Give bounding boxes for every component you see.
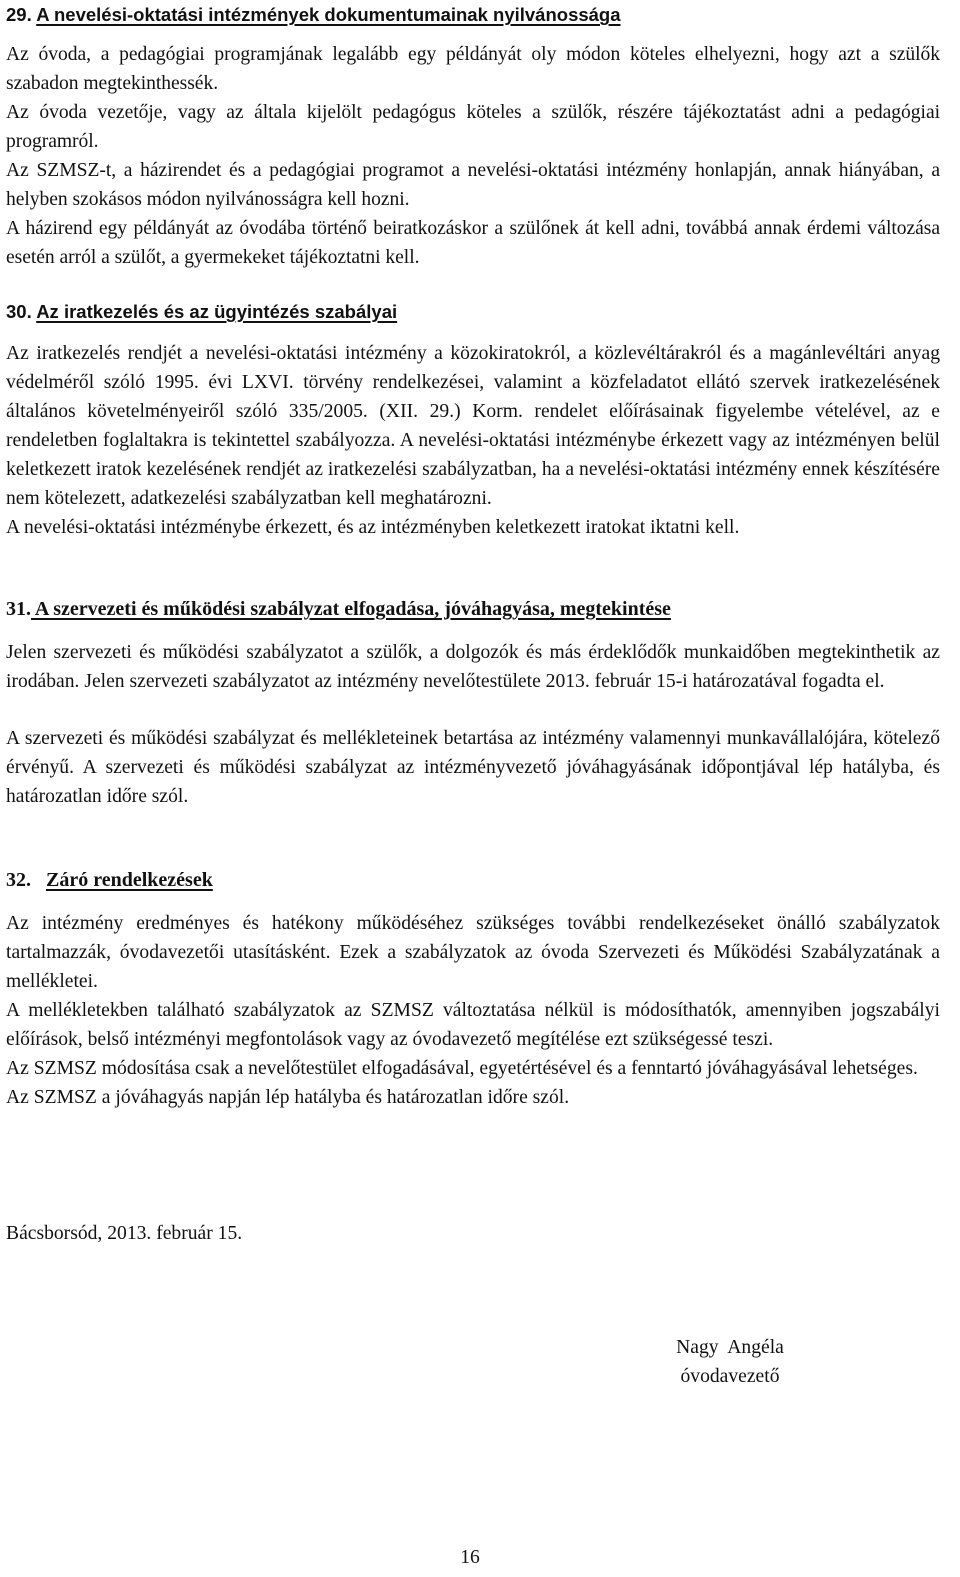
section-30-body xyxy=(6,339,940,542)
paragraph: A mellékletekben található szabályzatok az SZMSZ változtatása nélkül is módosíthatók, amennyiben jogszabályi előírások, belső intézményi megfontolások vagy az óvodavezető megítélése ezt szükségessé teszi. xyxy=(6,1000,940,1050)
paragraph: Az óvoda vezetője, vagy az általa kijelölt pedagógus köteles a szülők, részére tájékoztatást adni a pedagógiai programról. xyxy=(6,102,940,152)
signer-title: óvodavezető xyxy=(680,1366,780,1387)
paragraph: Az óvoda, a pedagógiai programjának legalább egy példányát oly módon köteles elhelyezni, hogy azt a szülők szabadon megtekinthessék. xyxy=(6,44,940,94)
paragraph: Az iratkezelés rendjét a nevelési-oktatási intézmény a közokiratokról, a közlevéltárakról és a magánlevéltári anyag védelméről szóló 1995. évi LXVI. törvény rendelkezései, valamint a közfeladatot ellátó szervek iratkezelésének általános követelményeiről szóló 335/2005. (XII. 29.) Korm. rendelet előírásainak figyelembe vételével, az e rendeletben foglaltakra is tekintettel szabályozza. A nevelési-oktatási intézménybe érkezett vagy az intézményen belül keletkezett iratok kezelésének rendjét az iratkezelési szabályzatban, ha a nevelési-oktatási intézmény ennek készítésére nem kötelezett, adatkezelési szabályzatban kell meghatározni. xyxy=(6,343,940,509)
place-date: Bácsborsód, 2013. február 15. xyxy=(6,1223,243,1244)
section-32-heading xyxy=(6,866,213,895)
paragraph: Az SZMSZ-t, a házirendet és a pedagógiai programot a nevelési-oktatási intézmény honlapján, annak hiányában, a helyben szokásos módon nyilvánosságra kell hozni. xyxy=(6,160,940,210)
paragraph: A házirend egy példányát az óvodába történő beiratkozáskor a szülőnek át kell adni, továbbá annak érdemi változása esetén arról a szülőt, a gyermekeket tájékoztatni kell. xyxy=(6,218,940,268)
section-29-number: 29. xyxy=(6,4,32,25)
signer-name: Nagy Angéla xyxy=(676,1337,784,1358)
section-29-body xyxy=(6,40,940,272)
section-29-heading xyxy=(6,0,621,29)
section-30-heading xyxy=(6,297,397,326)
paragraph: A szervezeti és működési szabályzat és mellékleteinek betartása az intézmény valamennyi munkavállalójára, kötelező érvényű. A szervezeti és működési szabályzat az intézményvezető jóváhagyásának időpontjával lép hatályba, és határozatlan időre szól. xyxy=(6,728,940,807)
section-32-title: Záró rendelkezések xyxy=(46,869,213,891)
paragraph: Az SZMSZ a jóváhagyás napján lép hatályba és határozatlan időre szól. xyxy=(6,1087,570,1108)
section-32-body xyxy=(6,909,940,1112)
signature-block xyxy=(640,1333,820,1391)
section-32-number: 32. xyxy=(6,869,31,891)
paragraph: Jelen szervezeti és működési szabályzatot a szülők, a dolgozók és más érdeklődők munkaidőben megtekinthetik az irodában. Jelen szervezeti szabályzatot az intézmény nevelőtestülete 2013. február 15-i határozatával fogadta el. xyxy=(6,642,940,692)
paragraph: Az SZMSZ módosítása csak a nevelőtestület elfogadásával, egyetértésével és a fenntartó jóváhagyásával lehetséges. xyxy=(6,1058,918,1079)
section-31-number: 31. xyxy=(6,598,31,620)
section-31-body xyxy=(6,638,940,811)
section-31-title: A szervezeti és működési szabályzat elfogadása, jóváhagyása, megtekintése xyxy=(31,598,671,620)
paragraph: Az intézmény eredményes és hatékony működéséhez szükséges további rendelkezéseket önálló szabályzatok tartalmazzák, óvodavezetői utasításként. Ezek a szabályzatok az óvoda Szervezeti és Működési Szabályzatának a mellékletei. xyxy=(6,913,940,992)
section-30-title: Az iratkezelés és az ügyintézés szabályai xyxy=(36,301,398,322)
section-30-number: 30. xyxy=(6,301,32,322)
page-number: 16 xyxy=(460,1547,480,1568)
section-29-title: A nevelési-oktatási intézmények dokumentumainak nyilvánossága xyxy=(36,4,621,25)
section-31-heading xyxy=(6,595,671,624)
paragraph: A nevelési-oktatási intézménybe érkezett, és az intézményben keletkezett iratokat iktatni kell. xyxy=(6,517,740,538)
